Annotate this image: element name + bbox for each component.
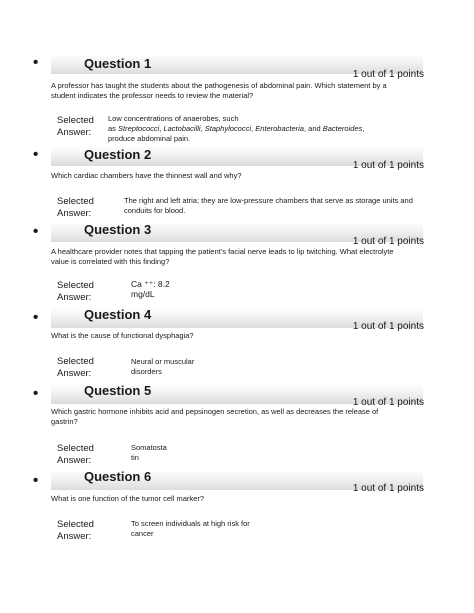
question-points: 1 out of 1 points: [352, 321, 424, 332]
selected-answer-label: Selected Answer:: [57, 356, 94, 379]
question-points: 1 out of 1 points: [352, 397, 424, 408]
question-title: Question 4: [84, 307, 152, 322]
bullet: •: [33, 54, 39, 71]
question-text: What is one function of the tumor cell marker?: [51, 494, 204, 503]
question-text: Which cardiac chambers have the thinnest wall and why?: [51, 171, 242, 180]
question-points: 1 out of 1 points: [352, 236, 424, 247]
bullet: •: [33, 472, 39, 489]
selected-answer-value: Ca ⁺⁺: 8.2 mg/dL: [131, 279, 170, 299]
selected-answer-label: Selected Answer:: [57, 196, 94, 219]
selected-answer-value: To screen individuals at high risk for cancer: [131, 519, 250, 538]
question-title: Question 2: [84, 147, 152, 162]
question-title: Question 3: [84, 222, 152, 237]
selected-answer-value: Somatosta tin: [131, 443, 167, 462]
question-title: Question 1: [84, 56, 152, 71]
selected-answer-label: Selected Answer:: [57, 115, 94, 138]
question-title: Question 5: [84, 383, 152, 398]
question-title: Question 6: [84, 469, 152, 484]
question-text: A professor has taught the students about the pathogenesis of abdominal pain. Which statement by a student indicates the professor needs to review the material?: [51, 81, 387, 100]
selected-answer-value: Low concentrations of anaerobes, such as Streptococci, Lactobacilli, Staphylococci, Enterobacteria, and Bacteroides, produce abdominal pain.: [108, 114, 365, 143]
bullet: •: [33, 309, 39, 326]
selected-answer-label: Selected Answer:: [57, 443, 94, 466]
selected-answer-value: The right and left atria; they are low-pressure chambers that serve as storage units and conduits for blood.: [124, 196, 413, 215]
selected-answer-label: Selected Answer:: [57, 280, 94, 303]
question-text: A healthcare provider notes that tapping the patient’s facial nerve leads to lip twitching. What electrolyte value is correlated with this finding?: [51, 247, 394, 266]
question-points: 1 out of 1 points: [352, 483, 424, 494]
selected-answer-label: Selected Answer:: [57, 519, 94, 542]
selected-answer-value: Neural or muscular disorders: [131, 357, 195, 376]
question-points: 1 out of 1 points: [352, 160, 424, 171]
question-text: What is the cause of functional dysphagia?: [51, 331, 194, 340]
bullet: •: [33, 223, 39, 240]
question-text: Which gastric hormone inhibits acid and pepsinogen secretion, as well as decreases the release of gastrin?: [51, 407, 379, 426]
question-points: 1 out of 1 points: [352, 69, 424, 80]
bullet: •: [33, 146, 39, 163]
bullet: •: [33, 385, 39, 402]
